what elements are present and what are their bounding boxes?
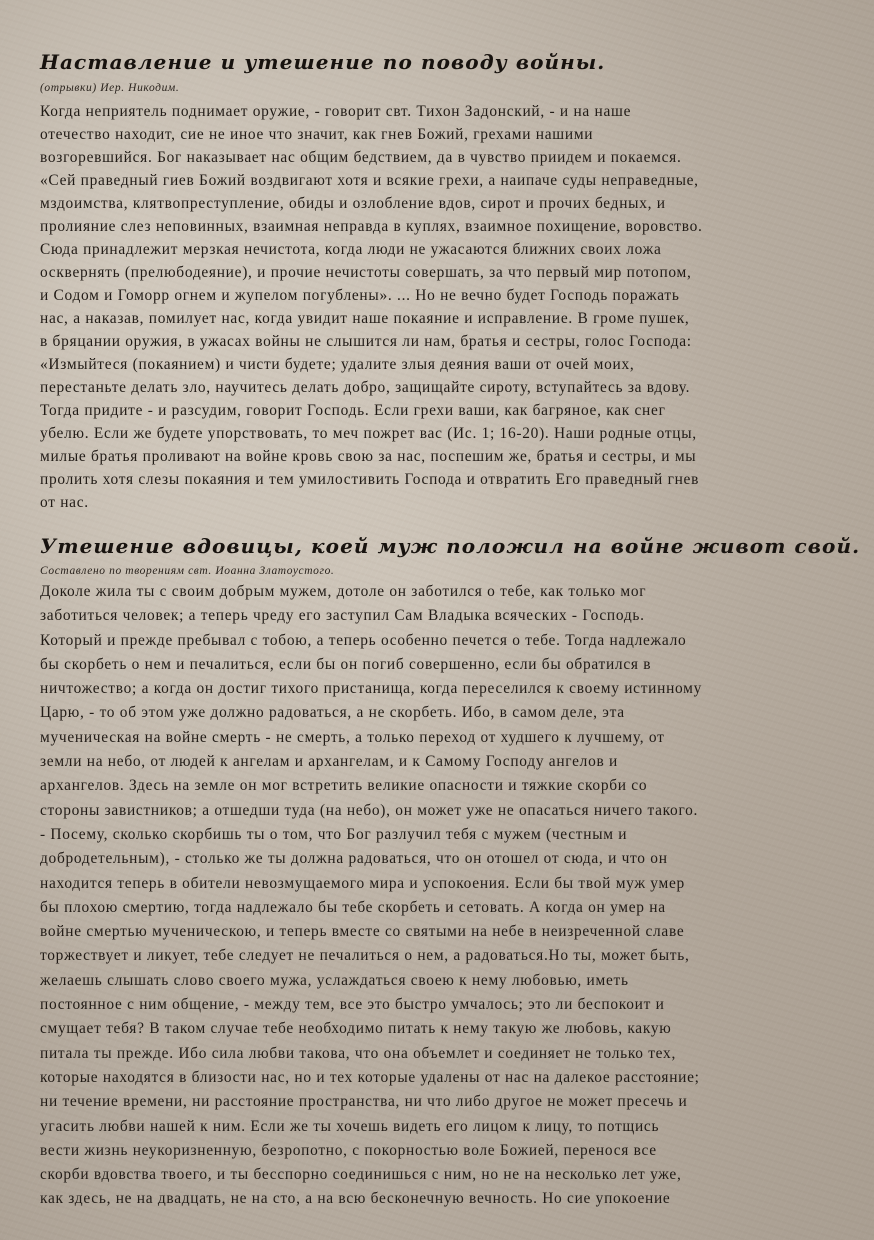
section-1-body	[40, 100, 840, 514]
text-line: «Измыйтеся (покаянием) и чисти будете; удалите злыя деяния ваши от очей моих,	[40, 356, 635, 373]
text-line: ничтожество; а когда он достиг тихого пристанища, когда переселился к своему истинному	[40, 680, 703, 698]
text-line: мученическая на войне смерть - не смерть, а только переход от худшего к лучшему, от	[40, 728, 665, 746]
text-line: Царю, - то об этом уже должно радоваться, а не скорбеть. Ибо, в самом деле, эта	[40, 704, 625, 722]
text-line: торжествует и ликует, тебе следует не печалиться о нем, а радоваться.Но ты, может быть,	[40, 947, 690, 965]
text-line: Сюда принадлежит мерзкая нечистота, когда люди не ужасаются ближних своих ложа	[40, 241, 662, 258]
text-line: постоянное с ним общение, - между тем, все это быстро умчалось; это ли беспокоит и	[40, 996, 665, 1014]
text-line: милые братья проливают на войне кровь свою за нас, поспешим же, братья и сестры, и мы	[40, 448, 697, 465]
text-line: Доколе жила ты с своим добрым мужем, дотоле он заботился о тебе, как только мог	[40, 583, 647, 600]
text-line: Когда неприятель поднимает оружие, - говорит свт. Тихон Задонский, - и на наше	[40, 103, 632, 120]
text-line: как здесь, не на двадцать, не на сто, а на всю бесконечную вечность. Но сие упокоение	[40, 1190, 671, 1208]
text-line: пролить хотя слезы покаяния и тем умилостивить Господа и отвратить Его праведный гнев	[40, 471, 700, 488]
text-line: в бряцании оружия, в ужасах войны не слышится ли нам, братья и сестры, голос Господа:	[40, 333, 692, 350]
section-1-title: Наставление и утешение по поводу войны.	[40, 50, 606, 74]
text-line: угасить любви нашей к ним. Если же ты хочешь видеть его лицом к лицу, то потщись	[40, 1117, 660, 1135]
text-line: «Сей праведный гиев Божий воздвигают хотя и всякие грехи, а наипаче суды неправедные,	[40, 172, 699, 189]
text-line: добродетельным), - столько же ты должна радоваться, что он отошел от сюда, и что он	[40, 850, 668, 868]
text-line: Тогда придите - и разсудим, говорит Господь. Если грехи ваши, как багряное, как снег	[40, 402, 666, 419]
text-line: вести жизнь неукоризненную, безропотно, с покорностью воле Божией, перенося все	[40, 1141, 657, 1159]
text-line: стороны завистников; а отшедши туда (на небо), он может уже не опасаться ничего такого.	[40, 801, 699, 819]
text-line: желаешь слышать слово своего мужа, услаждаться своею к нему любовью, иметь	[40, 971, 629, 989]
section-2-title: Утешение вдовицы, коей муж положил на войне живот свой.	[40, 534, 861, 558]
text-line: осквернять (прелюбодеяние), и прочие нечистоты совершать, за что первый мир потопом,	[40, 264, 692, 281]
text-line: от нас.	[40, 494, 89, 511]
section-2-subtitle: Составлено по творениям свт. Иоанна Златоустого.	[40, 565, 335, 577]
text-line: находится теперь в обители невозмущаемого мира и успокоения. Если бы твой муж умер	[40, 874, 685, 892]
text-line: смущает тебя? В таком случае тебе необходимо питать к нему такую же любовь, какую	[40, 1020, 672, 1038]
text-line: питала ты прежде. Ибо сила любви такова, что она объемлет и соединяет не только тех,	[40, 1044, 677, 1062]
section-2-body	[40, 580, 840, 1212]
text-line: отечество находит, сие не иное что значит, как гнев Божий, грехами нашими	[40, 126, 594, 143]
text-line: нас, а наказав, помилует нас, когда увидит наше покаяние и исправление. В громе пушек,	[40, 310, 690, 327]
text-line: перестаньте делать зло, научитесь делать добро, защищайте сироту, вступайтесь за вдову.	[40, 379, 691, 396]
text-line: Который и прежде пребывал с тобою, а теперь особенно печется о тебе. Тогда надлежало	[40, 631, 687, 649]
text-line: земли на небо, от людей к ангелам и архангелам, и к Самому Господу ангелов и	[40, 753, 619, 771]
text-line: архангелов. Здесь на земле он мог встретить великие опасности и тяжкие скорби со	[40, 777, 648, 795]
text-line: и Содом и Гоморр огнем и жупелом погублены». ... Но не вечно будет Господь поражать	[40, 287, 680, 304]
text-line: пролияние слез неповинных, взаимная неправда в куплях, взаимное похищение, воровство.	[40, 218, 703, 235]
text-line: мздоимства, клятвопреступление, обиды и озлобление вдов, сирот и прочих бедных, и	[40, 195, 666, 212]
section-1-subtitle: (отрывки) Иер. Никодим.	[40, 82, 180, 94]
text-line: скорби вдовства твоего, и ты бесспорно соединишься с ним, но не на несколько лет уже,	[40, 1166, 682, 1184]
text-line: заботиться человек; а теперь чреду его заступил Сам Владыка всяческих - Господь.	[40, 607, 645, 625]
text-line: бы скорбеть о нем и печалиться, если бы он погиб совершенно, если бы обратился в	[40, 655, 652, 673]
text-line: убелю. Если же будете упорствовать, то меч пожрет вас (Ис. 1; 16-20). Наши родные отцы,	[40, 425, 697, 442]
text-line: войне смертью мученическою, и теперь вместе со святыми на небе в неизреченной славе	[40, 923, 685, 941]
text-line: ни течение времени, ни расстояние пространства, ни что либо другое не может пресечь и	[40, 1093, 688, 1111]
text-line: которые находятся в близости нас, но и тех которые удалены от нас на далекое расстояние;	[40, 1068, 700, 1086]
text-line: бы плохою смертию, тогда надлежало бы тебе скорбеть и сетовать. А когда он умер на	[40, 898, 666, 916]
text-line: - Посему, сколько скорбишь ты о том, что Бог разлучил тебя с мужем (честным и	[40, 825, 628, 843]
text-line: возгоревшийся. Бог наказывает нас общим бедствием, да в чувство приидем и покаемся.	[40, 149, 682, 166]
